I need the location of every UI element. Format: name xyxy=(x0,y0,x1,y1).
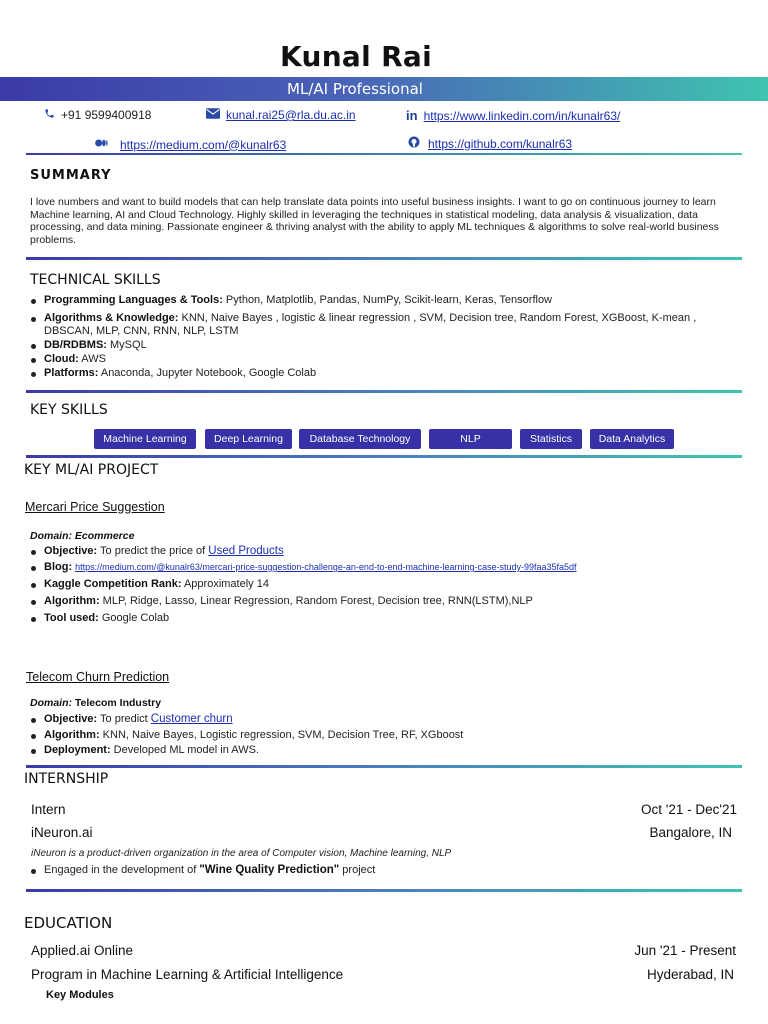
education-school-row xyxy=(31,943,736,958)
education-program: Program in Machine Learning & Artificial Intelligence xyxy=(31,967,344,982)
linkedin-contact xyxy=(406,108,620,123)
education-location: Hyderabad, IN xyxy=(646,967,734,982)
title-banner xyxy=(0,77,768,101)
education-school: Applied.ai Online xyxy=(31,943,134,958)
education-heading: EDUCATION xyxy=(24,914,113,932)
key-skills-divider xyxy=(26,455,742,458)
phone-contact xyxy=(44,108,151,122)
projects-divider xyxy=(26,765,742,768)
summary-heading: SUMMARY xyxy=(30,168,112,183)
blog-link[interactable]: https://medium.com/@kunalr63/mercari-price-suggestion-challenge-an-end-to-end-machine-learning-case-study-99faa35fa5df xyxy=(75,562,577,572)
medium-contact xyxy=(94,136,286,153)
list-item: Algorithms & Knowledge: KNN, Naive Bayes , logistic & linear regression , SVM, Decision tree, Random Forest, XGBoost, K-mean , DBSCAN, MLP, CNN, RNN, NLP, LSTM xyxy=(28,312,740,338)
internship-description: iNeuron is a product-driven organization in the area of Computer vision, Machine learning, NLP xyxy=(31,848,452,859)
customer-churn-link[interactable]: Customer churn xyxy=(150,713,233,725)
internship-location: Bangalore, IN xyxy=(649,825,732,840)
project-domain: Domain: Telecom Industry xyxy=(30,697,162,709)
list-item: Blog: https://medium.com/@kunalr63/mercari-price-suggestion-challenge-an-end-to-end-machine-learning-case-study-99faa35fa5df xyxy=(28,561,740,573)
tech-skills-divider xyxy=(26,390,742,393)
internship-role: Intern xyxy=(31,802,66,817)
list-item: Kaggle Competition Rank: Approximately 14 xyxy=(28,578,740,590)
internship-role-row xyxy=(31,802,737,817)
used-products-link[interactable]: Used Products xyxy=(208,545,284,557)
linkedin-link[interactable]: https://www.linkedin.com/in/kunalr63/ xyxy=(423,108,621,123)
project-title-mercari: Mercari Price Suggestion xyxy=(25,500,165,514)
list-item: Deployment: Developed ML model in AWS. xyxy=(28,744,740,756)
internship-dates: Oct '21 - Dec'21 xyxy=(641,802,737,817)
professional-title: ML/AI Professional xyxy=(287,80,423,98)
list-item: Objective: To predict Customer churn xyxy=(28,713,740,725)
skill-chip: Database Technology xyxy=(299,429,421,449)
internship-heading: INTERNSHIP xyxy=(24,771,109,787)
header-divider xyxy=(26,153,742,155)
skill-chip: Machine Learning xyxy=(94,429,196,449)
list-item: Cloud: AWS xyxy=(28,353,740,365)
project-title-telecom: Telecom Churn Prediction xyxy=(26,670,170,684)
internship-company: iNeuron.ai xyxy=(31,825,93,840)
linkedin-icon: in xyxy=(406,108,418,123)
list-item: Objective: To predict the price of Used Products xyxy=(28,545,740,557)
phone-number: +91 9599400918 xyxy=(61,108,152,122)
list-item: Platforms: Anaconda, Jupyter Notebook, Google Colab xyxy=(28,367,740,379)
list-item: Programming Languages & Tools: Python, Matplotlib, Pandas, NumPy, Scikit-learn, Keras, Tensorflow xyxy=(28,294,740,306)
list-item: Algorithm: KNN, Naive Bayes, Logistic regression, SVM, Decision Tree, RF, XGboost xyxy=(28,729,740,741)
github-icon xyxy=(408,136,420,151)
key-modules-label: Key Modules xyxy=(46,989,114,1001)
medium-icon xyxy=(94,136,108,153)
skill-chip: Data Analytics xyxy=(590,429,674,449)
key-skills-heading: KEY SKILLS xyxy=(30,402,108,418)
github-contact xyxy=(408,136,572,151)
phone-icon xyxy=(44,108,55,122)
technical-skills-list xyxy=(28,294,740,379)
skill-chip: NLP xyxy=(429,429,512,449)
internship-company-row xyxy=(31,825,732,840)
envelope-icon xyxy=(206,108,220,122)
summary-text: I love numbers and want to build models that can help translate data points into useful business insights. I want to go on continuous journey to learn Machine learning, AI and Cloud Technology. Highly skilled in leveraging the techniques in statistical modeling, data analysis & visualization, data processing, and data mining. Passionate engineer & thriving analyst with the ability to apply ML techniques & algorithms to solve real-world business problems. xyxy=(30,196,719,246)
education-dates: Jun '21 - Present xyxy=(634,943,736,958)
project-domain: Domain: Ecommerce xyxy=(30,530,135,542)
mercari-details xyxy=(28,545,740,624)
summary-divider xyxy=(26,257,742,260)
internship-details xyxy=(28,864,740,876)
candidate-name: Kunal Rai xyxy=(279,40,433,73)
technical-skills-heading: TECHNICAL SKILLS xyxy=(30,272,161,288)
list-item: Engaged in the development of "Wine Quality Prediction" project xyxy=(28,864,740,876)
telecom-details xyxy=(28,713,740,756)
internship-divider xyxy=(26,889,742,892)
skill-chip: Statistics xyxy=(520,429,582,449)
skill-chip: Deep Learning xyxy=(205,429,292,449)
projects-heading: KEY ML/AI PROJECT xyxy=(24,462,159,478)
list-item: DB/RDBMS: MySQL xyxy=(28,339,740,351)
list-item: Tool used: Google Colab xyxy=(28,612,740,624)
medium-link[interactable]: https://medium.com/@kunalr63 xyxy=(120,137,287,152)
email-contact xyxy=(206,108,356,122)
github-link[interactable]: https://github.com/kunalr63 xyxy=(428,136,573,151)
education-program-row xyxy=(31,967,734,982)
list-item: Algorithm: MLP, Ridge, Lasso, Linear Regression, Random Forest, Decision tree, RNN(LSTM),NLP xyxy=(28,595,740,607)
email-link[interactable]: kunal.rai25@rla.du.ac.in xyxy=(226,108,356,122)
